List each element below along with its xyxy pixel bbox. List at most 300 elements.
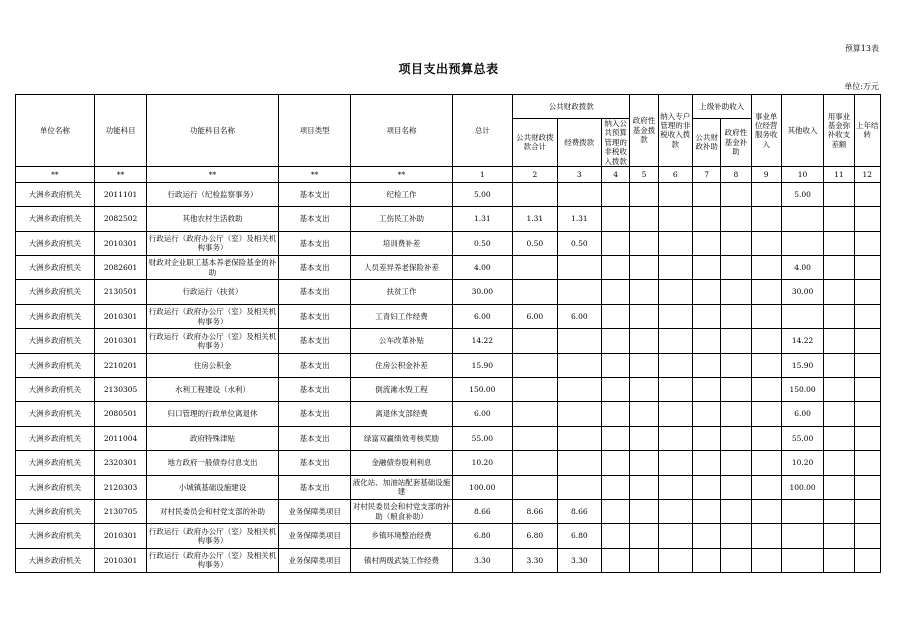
table-row: [16, 353, 881, 377]
table-cell: [630, 280, 658, 304]
table-cell: 工青妇工作经费: [351, 304, 452, 328]
col-pf-nontax: 纳入公共预算管理的非税收入拨款: [602, 119, 630, 167]
table-cell: 3.30: [452, 548, 513, 572]
table-cell: 0.50: [513, 231, 557, 255]
table-cell: 6.00: [452, 402, 513, 426]
table-cell: [658, 329, 692, 353]
table-cell: [721, 256, 751, 280]
table-cell: 55.00: [781, 426, 823, 450]
table-row: [16, 524, 881, 548]
table-cell: [751, 329, 781, 353]
table-row: [16, 231, 881, 255]
table-cell: [824, 524, 854, 548]
col-other-income: 其他收入: [781, 95, 823, 167]
table-cell: 业务保障类项目: [278, 548, 351, 572]
table-cell: 倒流滩水毁工程: [351, 378, 452, 402]
col-group-upper-subsidy: 上级补助收入: [692, 95, 751, 119]
table-row: [16, 256, 881, 280]
table-cell: [824, 378, 854, 402]
table-cell: 10.20: [781, 451, 823, 475]
table-row: [16, 207, 881, 231]
table-cell: [854, 475, 880, 499]
table-cell: [513, 378, 557, 402]
table-cell: 住房公积金: [147, 353, 278, 377]
table-cell: 6.00: [513, 304, 557, 328]
table-cell: 液化站、加油站配套基础设施建: [351, 475, 452, 499]
index-cell: 11: [824, 166, 854, 182]
col-proj-type: 项目类型: [278, 95, 351, 167]
table-cell: [557, 475, 601, 499]
table-cell: [630, 378, 658, 402]
table-cell: [824, 499, 854, 523]
table-cell: [721, 475, 751, 499]
table-cell: 2011004: [94, 426, 147, 450]
table-cell: [692, 207, 720, 231]
table-cell: 2130501: [94, 280, 147, 304]
form-number: 预算13表: [844, 44, 879, 53]
table-cell: [630, 231, 658, 255]
index-cell: 9: [751, 166, 781, 182]
table-cell: 行政运行（扶贫）: [147, 280, 278, 304]
table-cell: [854, 524, 880, 548]
table-cell: 基本支出: [278, 207, 351, 231]
table-cell: 乡镇环境整治经费: [351, 524, 452, 548]
table-cell: [602, 304, 630, 328]
table-cell: 基本支出: [278, 231, 351, 255]
table-cell: 大洲乡政府机关: [16, 329, 95, 353]
table-cell: 0.50: [557, 231, 601, 255]
table-cell: [557, 402, 601, 426]
table-cell: [602, 256, 630, 280]
table-cell: [602, 280, 630, 304]
index-row: [16, 166, 881, 182]
table-cell: 30.00: [452, 280, 513, 304]
table-cell: [751, 353, 781, 377]
table-cell: 5.00: [781, 182, 823, 206]
table-cell: [721, 329, 751, 353]
table-cell: [824, 256, 854, 280]
table-cell: [557, 256, 601, 280]
table-cell: 对村民委员会和村党支部的补助（粮食补助）: [351, 499, 452, 523]
table-cell: 2130705: [94, 499, 147, 523]
table-cell: [781, 524, 823, 548]
col-us-gov: 政府性基金补助: [721, 119, 751, 167]
table-cell: 大洲乡政府机关: [16, 524, 95, 548]
table-cell: 1.31: [513, 207, 557, 231]
table-row: [16, 182, 881, 206]
table-cell: [630, 256, 658, 280]
table-cell: [602, 231, 630, 255]
table-cell: [751, 304, 781, 328]
table-cell: [658, 402, 692, 426]
table-cell: 工伤民工补助: [351, 207, 452, 231]
table-cell: [658, 499, 692, 523]
table-cell: 8.66: [513, 499, 557, 523]
table-cell: [854, 280, 880, 304]
table-cell: 100.00: [452, 475, 513, 499]
table-cell: [658, 182, 692, 206]
unit-label: 单位:万元: [844, 82, 879, 91]
table-cell: 6.80: [557, 524, 601, 548]
table-cell: 55.00: [452, 426, 513, 450]
col-us-public: 公共财政补助: [692, 119, 720, 167]
table-cell: [513, 182, 557, 206]
table-cell: [630, 207, 658, 231]
table-cell: [692, 524, 720, 548]
index-cell: 1: [452, 166, 513, 182]
table-cell: [692, 353, 720, 377]
table-cell: [751, 207, 781, 231]
index-cell: 4: [602, 166, 630, 182]
index-cell: 8: [721, 166, 751, 182]
table-cell: 大洲乡政府机关: [16, 280, 95, 304]
table-row: [16, 548, 881, 572]
table-cell: [692, 451, 720, 475]
table-cell: [824, 353, 854, 377]
table-cell: [824, 548, 854, 572]
table-cell: 基本支出: [278, 402, 351, 426]
table-cell: 业务保障类项目: [278, 524, 351, 548]
table-cell: [630, 353, 658, 377]
table-cell: [602, 499, 630, 523]
table-cell: [854, 329, 880, 353]
table-cell: [824, 329, 854, 353]
table-cell: 2011101: [94, 182, 147, 206]
table-cell: [630, 426, 658, 450]
table-cell: 6.00: [557, 304, 601, 328]
table-cell: [854, 378, 880, 402]
table-cell: 地方政府一般债券付息支出: [147, 451, 278, 475]
table-cell: 2210201: [94, 353, 147, 377]
table-row: [16, 329, 881, 353]
table-cell: [630, 329, 658, 353]
index-cell: 2: [513, 166, 557, 182]
table-cell: [658, 207, 692, 231]
table-cell: 大洲乡政府机关: [16, 451, 95, 475]
table-cell: [721, 499, 751, 523]
table-cell: 2010301: [94, 231, 147, 255]
table-cell: [854, 207, 880, 231]
table-cell: [854, 548, 880, 572]
table-cell: 30.00: [781, 280, 823, 304]
table-cell: [824, 402, 854, 426]
table-cell: [630, 304, 658, 328]
table-cell: [557, 353, 601, 377]
col-unit-name: 单位名称: [16, 95, 95, 167]
table-cell: 0.50: [452, 231, 513, 255]
table-cell: [557, 280, 601, 304]
table-cell: 3.30: [557, 548, 601, 572]
table-cell: 财政对企业职工基本养老保险基金的补助: [147, 256, 278, 280]
table-cell: [721, 524, 751, 548]
table-cell: [692, 329, 720, 353]
table-cell: [602, 182, 630, 206]
table-cell: [513, 475, 557, 499]
table-cell: [751, 280, 781, 304]
table-cell: 行政运行（政府办公厅（室）及相关机构事务）: [147, 304, 278, 328]
table-cell: 2082601: [94, 256, 147, 280]
table-cell: [824, 304, 854, 328]
table-cell: [721, 402, 751, 426]
table-cell: 基本支出: [278, 378, 351, 402]
table-cell: 大洲乡政府机关: [16, 256, 95, 280]
index-cell: 6: [658, 166, 692, 182]
table-cell: 对村民委员会和村党支部的补助: [147, 499, 278, 523]
table-cell: [854, 402, 880, 426]
table-cell: 基本支出: [278, 182, 351, 206]
table-cell: 15.90: [781, 353, 823, 377]
page-title: 项目支出预算总表: [398, 62, 499, 76]
table-cell: 行政运行（政府办公厅（室）及相关机构事务）: [147, 548, 278, 572]
table-cell: 大洲乡政府机关: [16, 402, 95, 426]
table-cell: [854, 426, 880, 450]
table-cell: [602, 329, 630, 353]
col-total: 总计: [452, 95, 513, 167]
table-cell: 2120303: [94, 475, 147, 499]
table-cell: 2010301: [94, 304, 147, 328]
table-cell: 绿富双赢绩效考核奖励: [351, 426, 452, 450]
table-cell: [602, 475, 630, 499]
table-cell: 小城镇基础设施建设: [147, 475, 278, 499]
table-cell: 100.00: [781, 475, 823, 499]
table-cell: 政府特殊津贴: [147, 426, 278, 450]
table-cell: 大洲乡政府机关: [16, 548, 95, 572]
table-row: [16, 499, 881, 523]
table-cell: [692, 231, 720, 255]
table-cell: [751, 231, 781, 255]
col-group-public-fiscal: 公共财政拨款: [513, 95, 630, 119]
table-cell: 基本支出: [278, 256, 351, 280]
table-cell: [658, 353, 692, 377]
table-cell: [854, 353, 880, 377]
col-pf-total: 公共财政拨款合计: [513, 119, 557, 167]
table-cell: 基本支出: [278, 280, 351, 304]
table-cell: 1.31: [452, 207, 513, 231]
table-cell: [602, 353, 630, 377]
index-cell: 10: [781, 166, 823, 182]
table-cell: 14.22: [452, 329, 513, 353]
table-cell: [721, 426, 751, 450]
table-cell: 6.00: [781, 402, 823, 426]
table-row: [16, 280, 881, 304]
table-cell: [751, 475, 781, 499]
table-cell: [781, 304, 823, 328]
table-cell: 4.00: [452, 256, 513, 280]
index-cell: **: [94, 166, 147, 182]
table-cell: [824, 426, 854, 450]
table-cell: [630, 402, 658, 426]
col-special-nontax: 纳入专户管理的非税收入拨款: [658, 95, 692, 167]
table-cell: 大洲乡政府机关: [16, 182, 95, 206]
table-cell: [824, 182, 854, 206]
table-cell: [658, 451, 692, 475]
table-cell: 人员差异养老保险补差: [351, 256, 452, 280]
table-cell: [602, 402, 630, 426]
table-cell: 大洲乡政府机关: [16, 378, 95, 402]
table-cell: [824, 280, 854, 304]
table-cell: 基本支出: [278, 451, 351, 475]
table-cell: [658, 304, 692, 328]
table-cell: [751, 524, 781, 548]
table-row: [16, 402, 881, 426]
table-cell: 1.31: [557, 207, 601, 231]
table-cell: [824, 475, 854, 499]
table-cell: 8.66: [557, 499, 601, 523]
table-cell: 镇村两级武装工作经费: [351, 548, 452, 572]
table-cell: [557, 182, 601, 206]
table-cell: [630, 524, 658, 548]
table-cell: [692, 499, 720, 523]
table-cell: [751, 256, 781, 280]
table-cell: 2130305: [94, 378, 147, 402]
budget-table: [15, 94, 881, 573]
table-cell: 3.30: [513, 548, 557, 572]
table-cell: [602, 207, 630, 231]
table-cell: 纪检工作: [351, 182, 452, 206]
table-cell: [781, 548, 823, 572]
table-cell: 大洲乡政府机关: [16, 353, 95, 377]
table-cell: 2082502: [94, 207, 147, 231]
index-cell: **: [16, 166, 95, 182]
table-cell: [721, 451, 751, 475]
table-cell: 基本支出: [278, 353, 351, 377]
table-cell: [630, 451, 658, 475]
table-cell: [602, 426, 630, 450]
table-cell: 基本支出: [278, 304, 351, 328]
index-cell: **: [147, 166, 278, 182]
table-cell: 15.90: [452, 353, 513, 377]
table-cell: [513, 280, 557, 304]
table-cell: 大洲乡政府机关: [16, 475, 95, 499]
table-cell: 水利工程建设（水利）: [147, 378, 278, 402]
table-cell: [513, 426, 557, 450]
table-cell: [751, 402, 781, 426]
table-cell: 6.80: [452, 524, 513, 548]
table-cell: [602, 451, 630, 475]
table-cell: 扶贫工作: [351, 280, 452, 304]
table-cell: [658, 280, 692, 304]
table-cell: [751, 426, 781, 450]
col-proj-name: 项目名称: [351, 95, 452, 167]
table-cell: 培训费补差: [351, 231, 452, 255]
table-cell: 大洲乡政府机关: [16, 304, 95, 328]
col-func-code: 功能科目: [94, 95, 147, 167]
table-cell: [824, 451, 854, 475]
table-cell: 业务保障类项目: [278, 499, 351, 523]
table-cell: 大洲乡政府机关: [16, 426, 95, 450]
table-cell: [721, 378, 751, 402]
table-cell: [692, 256, 720, 280]
table-cell: [854, 231, 880, 255]
table-cell: [781, 499, 823, 523]
table-row: [16, 378, 881, 402]
table-row: [16, 475, 881, 499]
table-cell: 行政运行（政府办公厅（室）及相关机构事务）: [147, 329, 278, 353]
table-cell: [513, 256, 557, 280]
table-cell: 基本支出: [278, 475, 351, 499]
table-cell: 公车改革补贴: [351, 329, 452, 353]
table-cell: [721, 353, 751, 377]
table-cell: 离退休支部经费: [351, 402, 452, 426]
table-cell: 2010301: [94, 524, 147, 548]
col-biz-income: 事业单位经营服务收入: [751, 95, 781, 167]
table-cell: [630, 182, 658, 206]
table-cell: [557, 378, 601, 402]
table-body: [16, 166, 881, 572]
table-cell: 6.80: [513, 524, 557, 548]
table-cell: [602, 378, 630, 402]
table-cell: [658, 231, 692, 255]
table-cell: 2320301: [94, 451, 147, 475]
table-cell: [557, 329, 601, 353]
table-cell: [658, 475, 692, 499]
table-cell: 2010301: [94, 548, 147, 572]
table-cell: [781, 207, 823, 231]
table-cell: [751, 182, 781, 206]
table-cell: 大洲乡政府机关: [16, 207, 95, 231]
index-cell: 3: [557, 166, 601, 182]
table-cell: [658, 378, 692, 402]
table-cell: [721, 280, 751, 304]
table-cell: [751, 499, 781, 523]
table-cell: [854, 451, 880, 475]
col-gov-fund: 政府性基金拨款: [630, 95, 658, 167]
col-func-name: 功能科目名称: [147, 95, 278, 167]
table-cell: [824, 207, 854, 231]
table-cell: 大洲乡政府机关: [16, 499, 95, 523]
table-cell: [721, 304, 751, 328]
table-cell: [751, 451, 781, 475]
table-cell: [630, 475, 658, 499]
table-cell: [658, 426, 692, 450]
table-cell: [692, 475, 720, 499]
col-biz-fund: 用事业基金弥补收支差额: [824, 95, 854, 167]
index-cell: 5: [630, 166, 658, 182]
table-cell: [658, 548, 692, 572]
table-row: [16, 304, 881, 328]
table-cell: [721, 182, 751, 206]
table-cell: [721, 231, 751, 255]
table-cell: 基本支出: [278, 329, 351, 353]
table-cell: 4.00: [781, 256, 823, 280]
table-cell: 其他农村生活救助: [147, 207, 278, 231]
table-cell: [658, 256, 692, 280]
table-cell: [557, 426, 601, 450]
index-cell: 7: [692, 166, 720, 182]
table-cell: [721, 548, 751, 572]
table-cell: 2010301: [94, 329, 147, 353]
table-cell: 2080501: [94, 402, 147, 426]
col-pf-funds: 经费拨款: [557, 119, 601, 167]
table-cell: [513, 402, 557, 426]
table-cell: [854, 256, 880, 280]
table-cell: [854, 182, 880, 206]
table-cell: [692, 402, 720, 426]
table-cell: [692, 426, 720, 450]
table-cell: [513, 451, 557, 475]
table-cell: 5.00: [452, 182, 513, 206]
table-cell: 行政运行（政府办公厅（室）及相关机构事务）: [147, 524, 278, 548]
index-cell: **: [278, 166, 351, 182]
table-cell: 150.00: [452, 378, 513, 402]
table-cell: [602, 524, 630, 548]
table-cell: 6.00: [452, 304, 513, 328]
table-cell: [751, 548, 781, 572]
table-cell: 住房公积金补差: [351, 353, 452, 377]
table-cell: 行政运行（政府办公厅（室）及相关机构事务）: [147, 231, 278, 255]
table-cell: [602, 548, 630, 572]
table-cell: [751, 378, 781, 402]
